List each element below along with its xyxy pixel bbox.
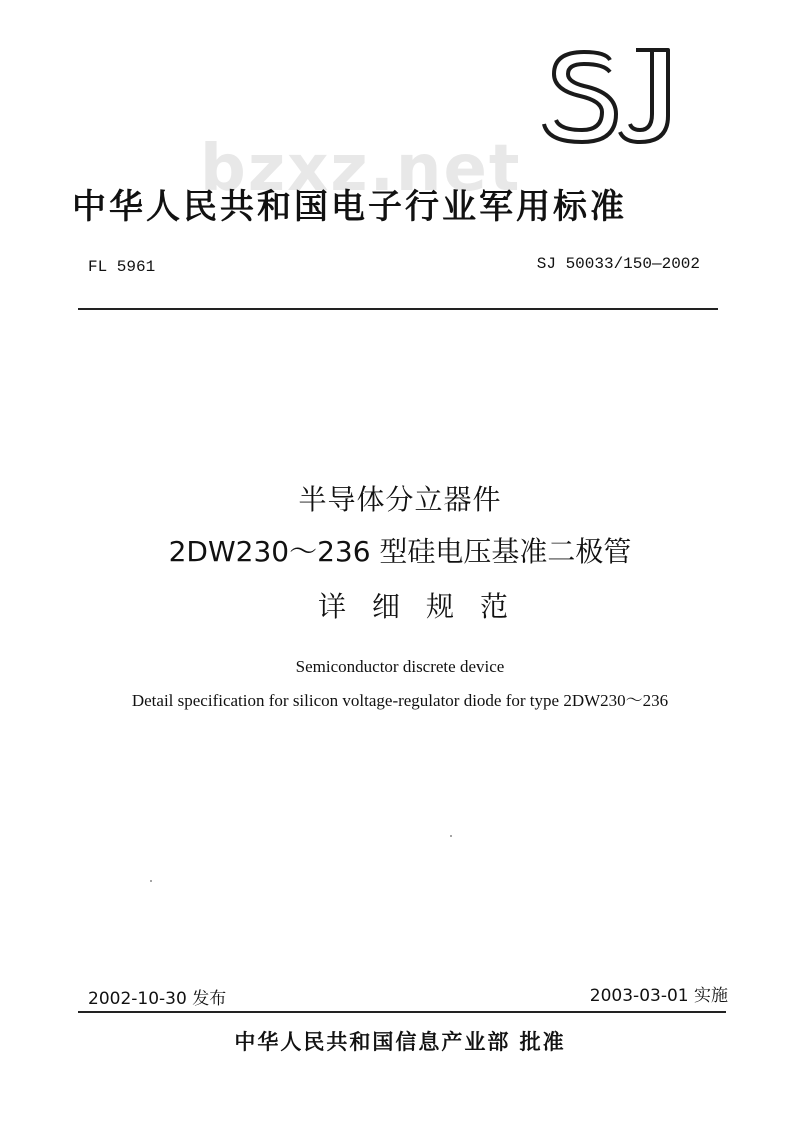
implementation-date: 2003-03-01 实施	[589, 986, 728, 1006]
title-zh-line-2: 2DW230～236 型硅电压基准二极管	[168, 535, 632, 568]
footer-divider	[78, 1011, 726, 1013]
issue-date: 2002-10-30 发布	[88, 989, 227, 1009]
sj-logo	[540, 46, 690, 146]
standard-number: SJ 50033/150—2002	[536, 255, 700, 273]
classification-code: FL 5961	[88, 258, 156, 276]
title-en-line-1: Semiconductor discrete device	[295, 657, 505, 676]
scan-speck	[150, 880, 152, 882]
issuing-authority: 中华人民共和国信息产业部 批准	[234, 1030, 566, 1054]
title-en-line-2: Detail specification for silicon voltage-regulator diode for type 2DW230～236	[131, 691, 669, 710]
watermark: bzxz.net	[200, 132, 522, 206]
header-divider	[78, 308, 718, 310]
title-zh-line-3: 详细规范	[317, 590, 534, 623]
standard-category-title: 中华人民共和国电子行业军用标准	[72, 187, 627, 227]
scan-speck	[450, 835, 452, 837]
title-zh-line-1: 半导体分立器件	[298, 483, 502, 516]
